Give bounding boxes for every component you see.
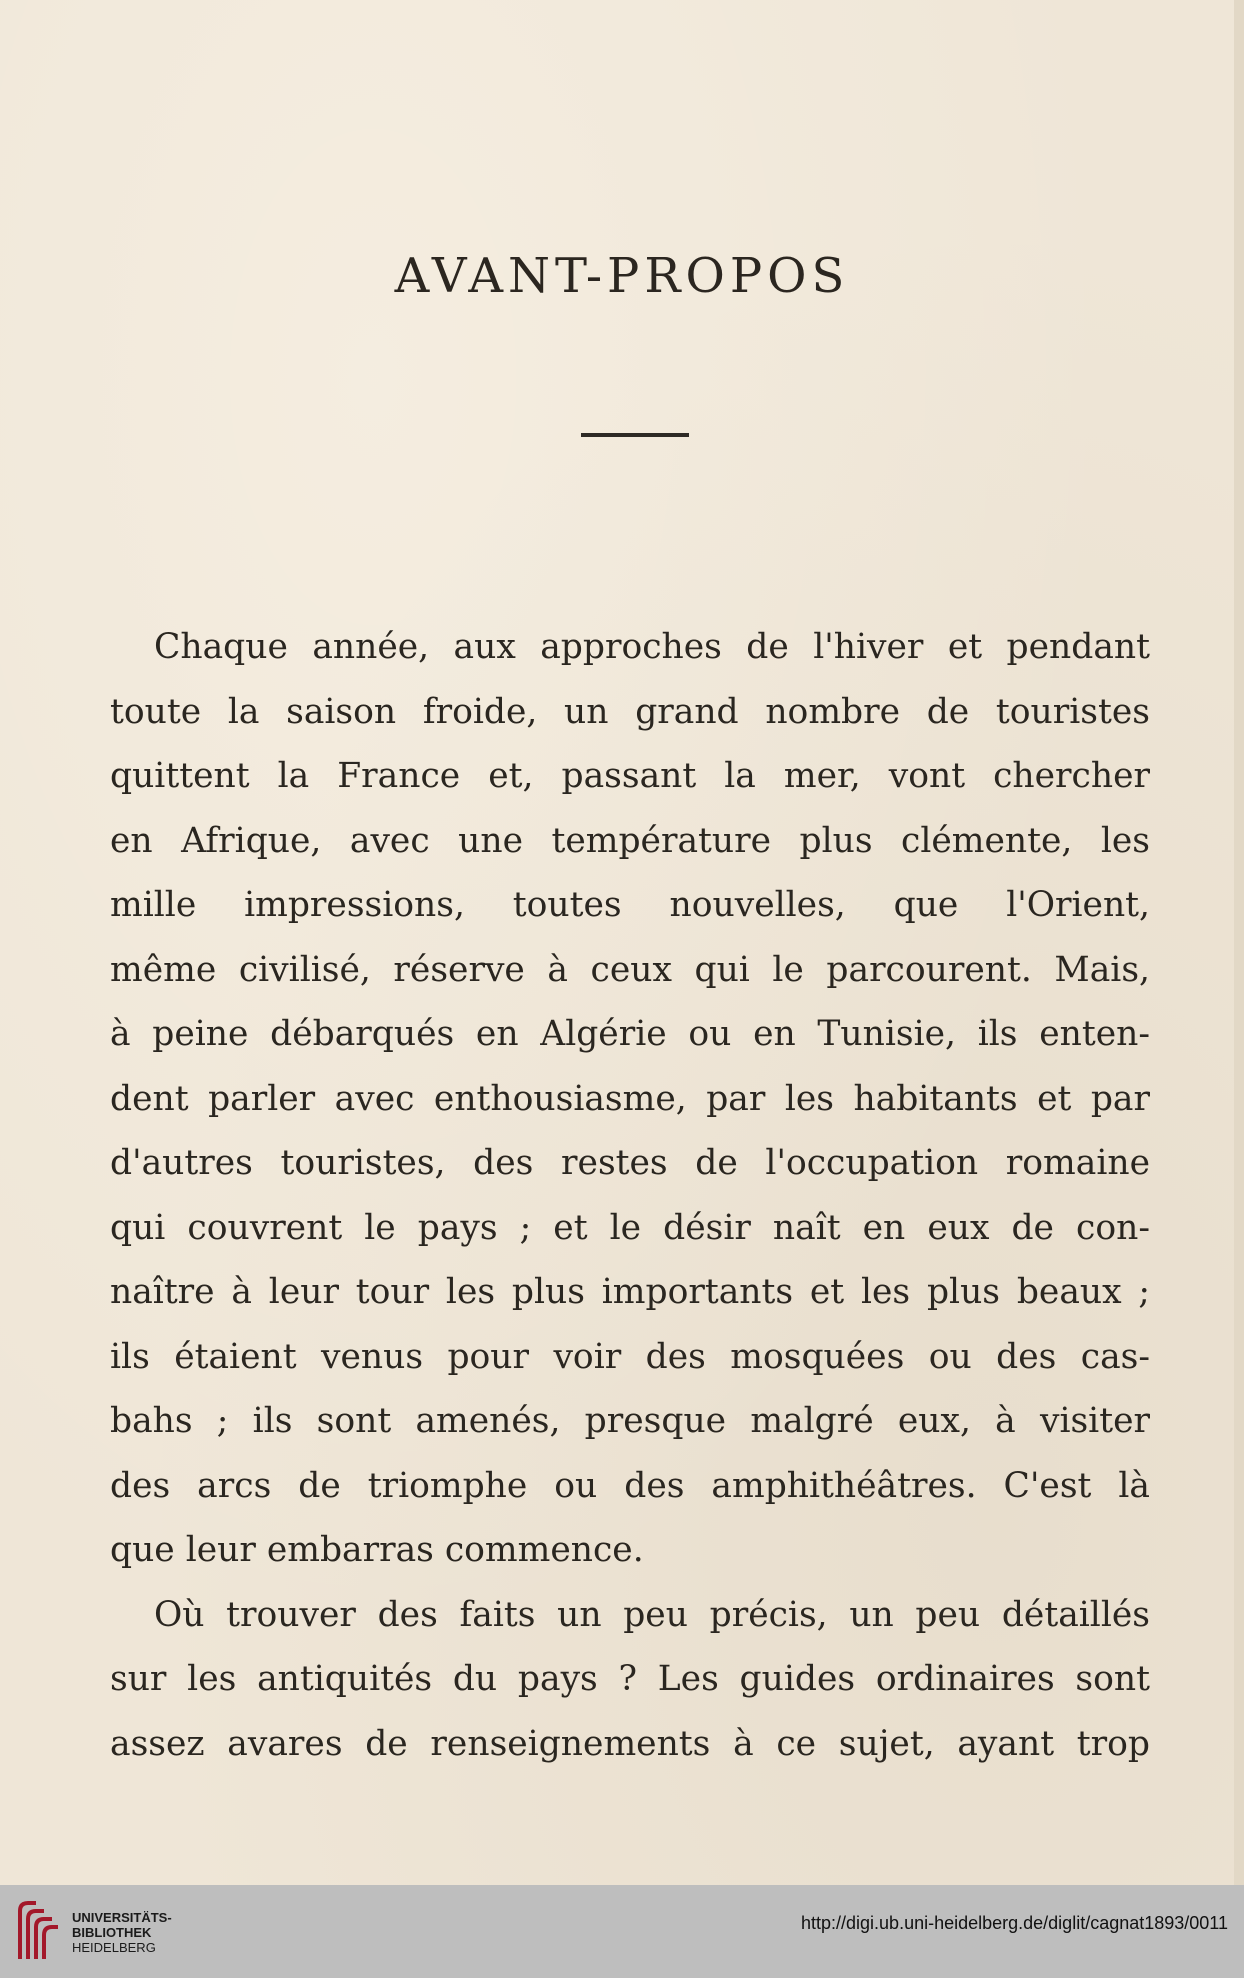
text-line: à peine débarqués en Algérie ou en Tunisie, ils enten- bbox=[110, 1014, 1150, 1054]
library-name-line: HEIDELBERG bbox=[72, 1940, 156, 1955]
text-line: en Afrique, avec une température plus clémente, les bbox=[110, 820, 1150, 861]
text-line: Où trouver des faits un peu précis, un peu détaillés bbox=[154, 1594, 1150, 1635]
text-line: Chaque année, aux approches de l'hiver et pendant bbox=[154, 627, 1150, 667]
text-line: dent parler avec enthousiasme, par les habitants et par bbox=[110, 1078, 1150, 1119]
source-url[interactable]: http://digi.ub.uni-heidelberg.de/diglit/cagnat1893/0011 bbox=[801, 1913, 1228, 1933]
text-line: d'autres touristes, des restes de l'occupation romaine bbox=[110, 1143, 1150, 1183]
text-line: toute la saison froide, un grand nombre de touristes bbox=[110, 691, 1150, 732]
footer-bar bbox=[0, 1885, 1244, 1978]
text-line: qui couvrent le pays ; et le désir naît en eux de con- bbox=[110, 1207, 1150, 1248]
text-line: sur les antiquités du pays ? Les guides ordinaires sont bbox=[110, 1659, 1150, 1699]
library-name-line: UNIVERSITÄTS- bbox=[72, 1910, 172, 1925]
text-line: ils étaient venus pour voir des mosquées ou des cas- bbox=[110, 1336, 1150, 1377]
text-line: assez avares de renseignements à ce sujet, ayant trop bbox=[110, 1723, 1150, 1764]
library-name-line: BIBLIOTHEK bbox=[72, 1925, 152, 1940]
page-title: AVANT-PROPOS bbox=[394, 248, 850, 304]
library-name bbox=[72, 1910, 172, 1955]
text-line: naître à leur tour les plus importants et les plus beaux ; bbox=[110, 1272, 1150, 1312]
text-line: mille impressions, toutes nouvelles, que l'Orient, bbox=[110, 885, 1150, 925]
title-rule bbox=[581, 433, 689, 437]
university-library-logo-icon bbox=[14, 1899, 60, 1963]
body-text bbox=[110, 615, 1150, 1776]
text-line: quittent la France et, passant la mer, vont chercher bbox=[110, 756, 1150, 796]
text-line: que leur embarras commence. bbox=[110, 1530, 644, 1570]
text-line: même civilisé, réserve à ceux qui le parcourent. Mais, bbox=[110, 949, 1150, 990]
text-line: bahs ; ils sont amenés, presque malgré eux, à visiter bbox=[110, 1401, 1150, 1441]
text-line: des arcs de triomphe ou des amphithéâtres. C'est là bbox=[110, 1465, 1150, 1506]
